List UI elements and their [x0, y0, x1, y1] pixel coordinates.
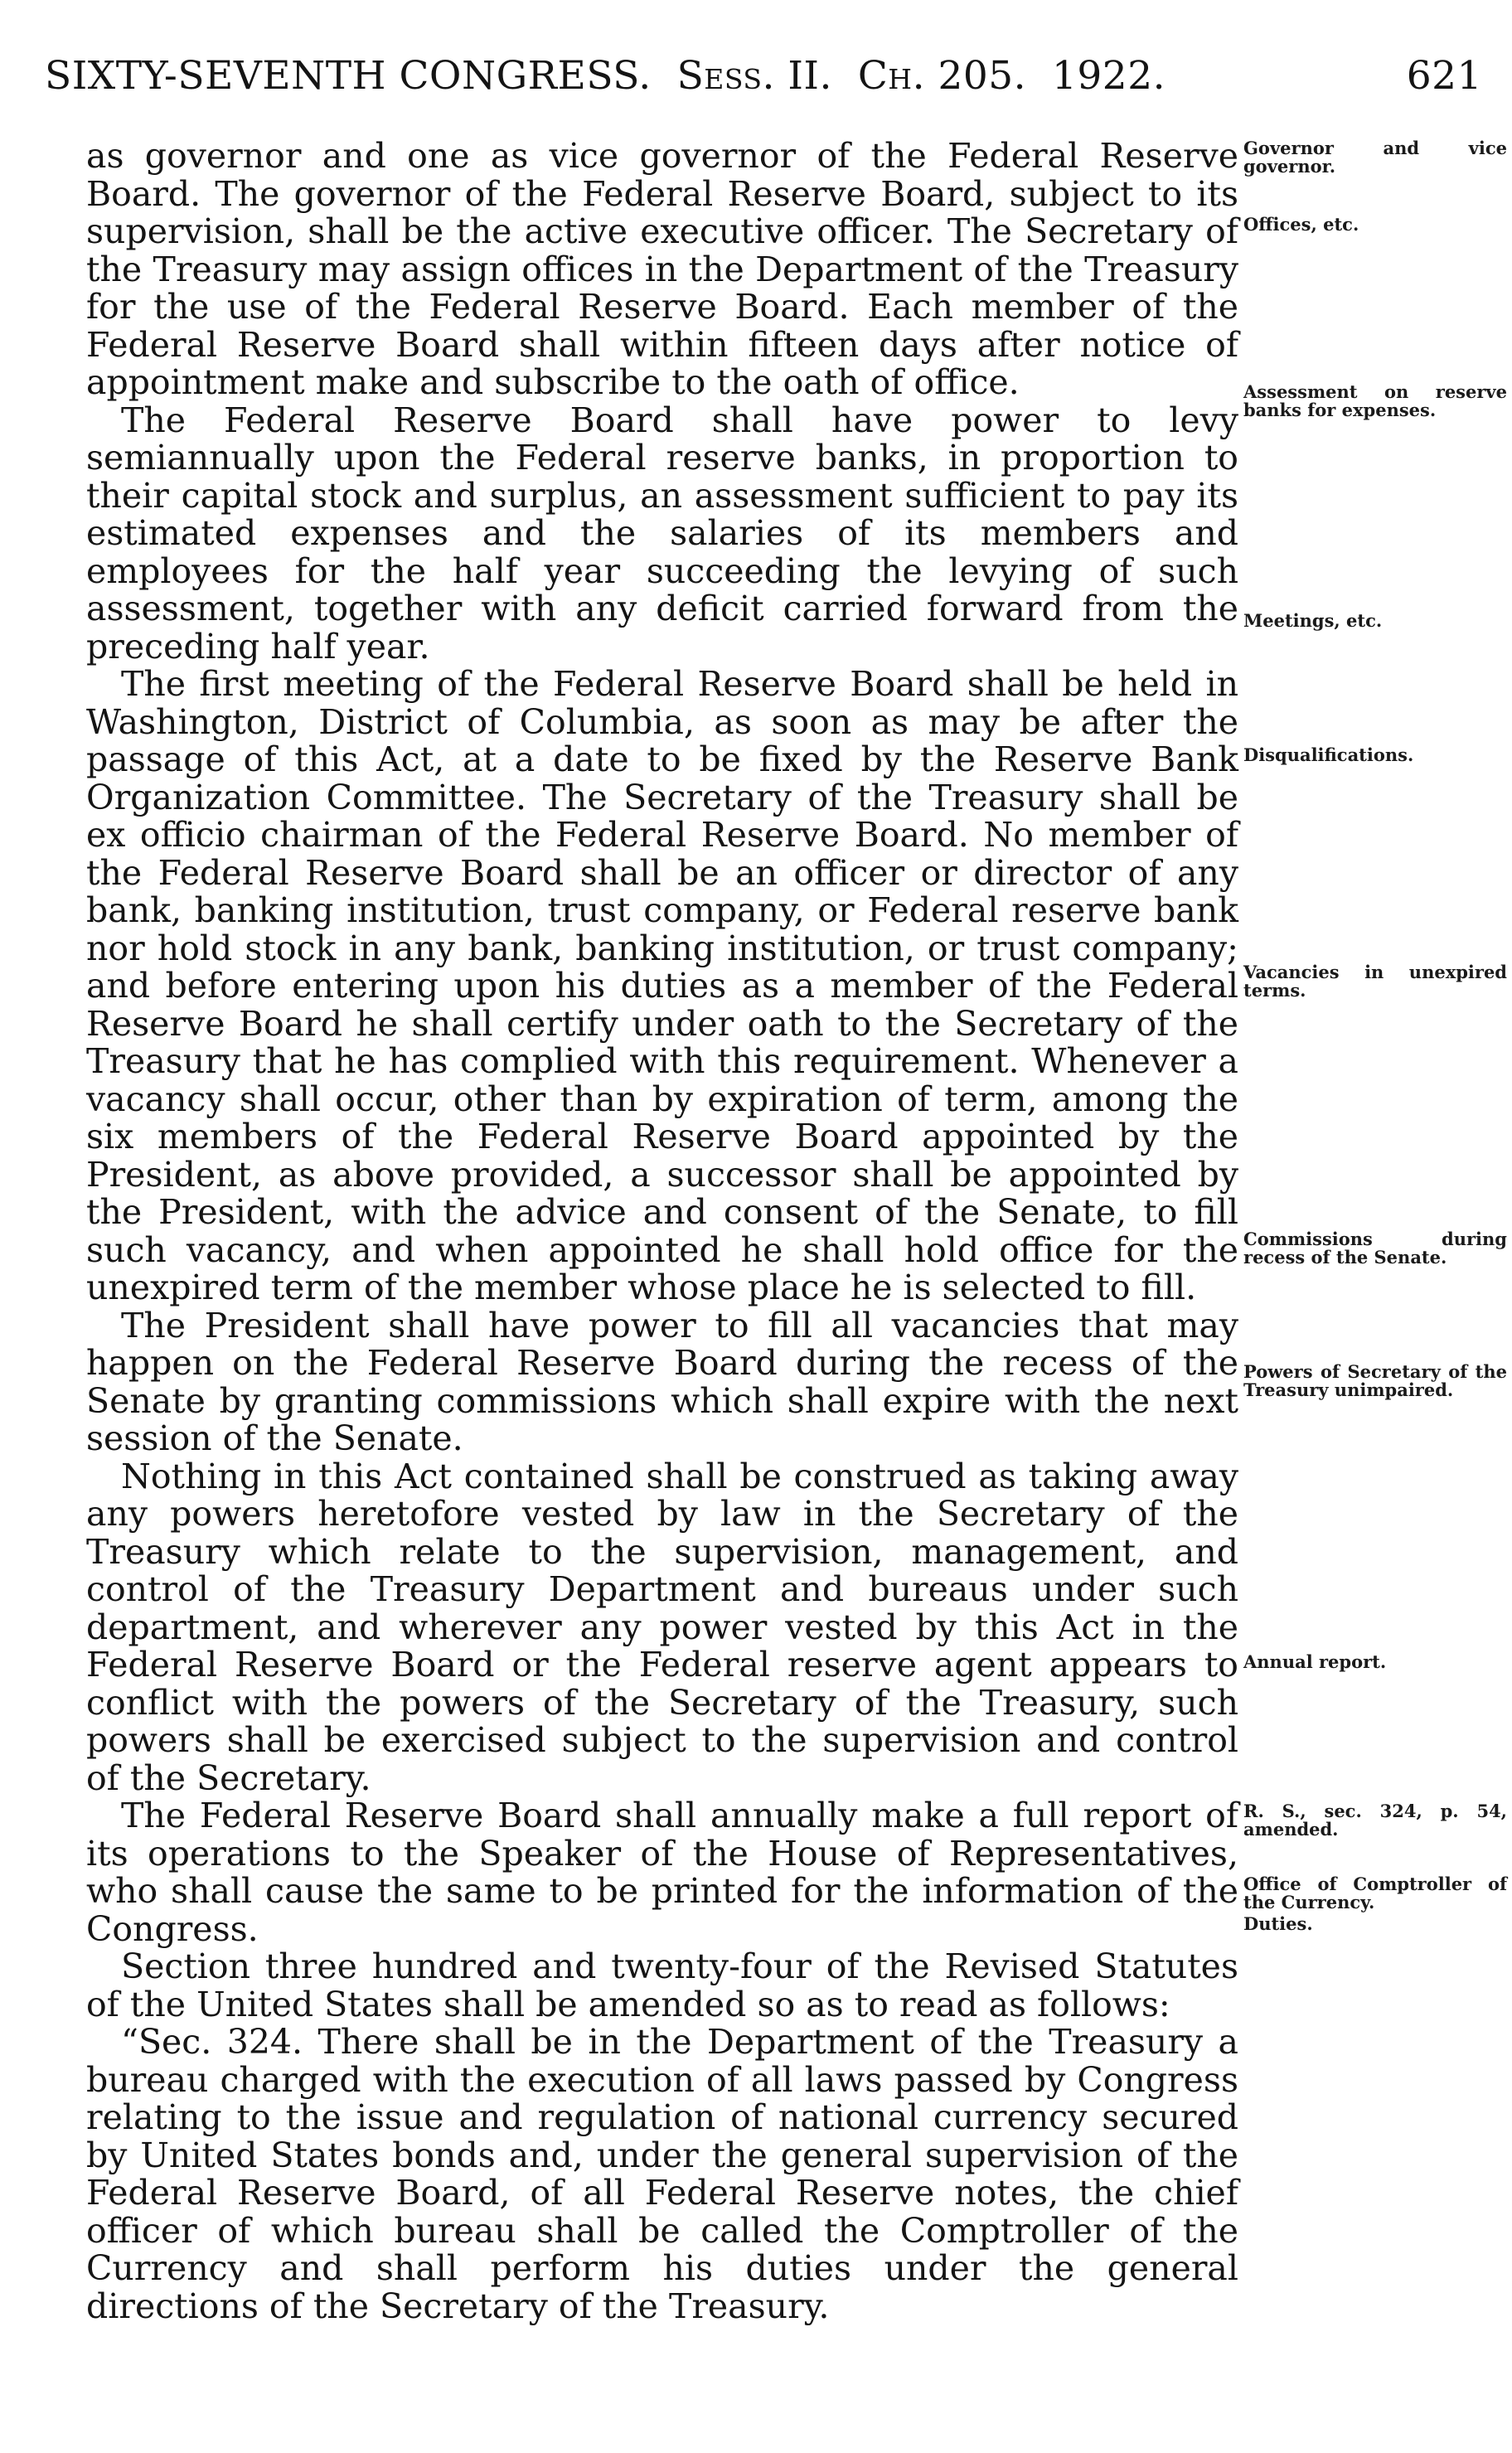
margin-note-meetings: Meetings, etc. [1243, 610, 1383, 631]
statute-text [86, 138, 1238, 2325]
paragraph-assessment: The Federal Reserve Board shall have power to levy semiannually upon the Federal reserve banks, in proportion to their capital stock and surplus, an assessment sufficient to pay its estimated expenses and the salaries of its members and employees for the half year succeeding the levying of such assessment, together with any deficit carried forward from the preceding half year. [86, 400, 1238, 667]
congress-label: SIXTY-SEVENTH CONGRESS. [45, 53, 652, 99]
margin-note-assessment: Assessment on reserve banks for expenses. [1243, 381, 1507, 420]
margin-note-duties: Duties. [1243, 1913, 1313, 1934]
margin-note-vacancies: Vacancies in unexpired terms. [1243, 962, 1507, 1001]
margin-note-commissions: Commissions during recess of the Senate. [1243, 1229, 1507, 1268]
paragraph-secretary-powers: Nothing in this Act contained shall be construed as taking away any powers heretofore vested by law in the Secretary of the Treasury which relate to the supervision, management, and control of the Treasury Department and bureaus under such department, and wherever any power vested by this Act in the Federal Reserve Board or the Federal reserve agent appears to conflict with the powers of the Secretary of the Treasury, such powers shall be exercised subject to the supervision and control of the Secretary. [86, 1456, 1238, 1798]
margin-note-offices: Offices, etc. [1243, 214, 1359, 235]
paragraph-governor: as governor and one as vice governor of the Federal Reserve Board. The governor of the Federal Reserve Board, subject to its supervision, shall be the active executive officer. The Secretary of the Treasury may assign offices in the Department of the Treasury for the use of the Federal Reserve Board. Each member of the Federal Reserve Board shall within fifteen days after notice of appointment make and subscribe to the oath of office. [86, 136, 1238, 402]
running-head-citation [45, 53, 1166, 99]
running-head [45, 53, 1490, 111]
margin-note-comptroller-office: Office of Comptroller of the Currency. [1243, 1874, 1507, 1912]
paragraph-section-324: “Sec. 324. There shall be in the Department of the Treasury a bureau charged with the execution of all laws passed by Congress relating to the issue and regulation of national currency secured by United States bonds and, under the general supervision of the Federal Reserve Board, of all Federal Reserve notes, the chief officer of which bureau shall be called the Comptroller of the Currency and shall perform his duties under the general directions of the Secretary of the Treasury. [86, 2022, 1238, 2326]
paragraph-revised-statutes: Section three hundred and twenty-four of the Revised Statutes of the United States shall be amended so as to read as follows: [86, 1946, 1238, 2024]
paragraph-first-meeting: The first meeting of the Federal Reserve Board shall be held in Washington, District of Columbia, as soon as may be after the passage of this Act, at a date to be fixed by the Reserve Bank Organization Committee. The Secretary of the Treasury shall be ex officio chairman of the Federal Reserve Board. No member of the Federal Reserve Board shall be an officer or director of any bank, banking institution, trust company, or Federal reserve bank nor hold stock in any bank, banking institution, or trust company; and before entering upon his duties as a member of the Federal Reserve Board he shall certify under oath to the Secretary of the Treasury that he has complied with this requirement. Whenever a vacancy shall occur, other than by expiration of term, among the six members of the Federal Reserve Board appointed by the President, as above provided, a successor shall be appointed by the President, with the advice and consent of the Senate, to fill such vacancy, and when appointed he shall hold office for the unexpired term of the member whose place he is selected to fill. [86, 664, 1238, 1307]
paragraph-annual-report: The Federal Reserve Board shall annually make a full report of its operations to the Speaker of the House of Representatives, who shall cause the same to be printed for the information of the Congress. [86, 1796, 1238, 1949]
page-number: 621 [1406, 53, 1482, 99]
session-label: Sess. II. [676, 53, 832, 99]
paragraph-recess-commissions: The President shall have power to fill all vacancies that may happen on the Federal Reserve Board during the recess of the Senate by granting commissions which shall expire with the next session of the Senate. [86, 1305, 1238, 1458]
margin-note-revised-statutes: R. S., sec. 324, p. 54, amended. [1243, 1801, 1507, 1840]
year-label: 1922. [1052, 53, 1166, 99]
margin-note-governor: Governor and vice governor. [1243, 138, 1507, 177]
margin-note-secretary-powers: Powers of Secretary of the Treasury unimpaired. [1243, 1361, 1507, 1400]
margin-note-disqualifications: Disqualifications. [1243, 744, 1414, 765]
chapter-label: Ch. 205. [857, 53, 1027, 99]
margin-note-annual-report: Annual report. [1243, 1651, 1387, 1672]
